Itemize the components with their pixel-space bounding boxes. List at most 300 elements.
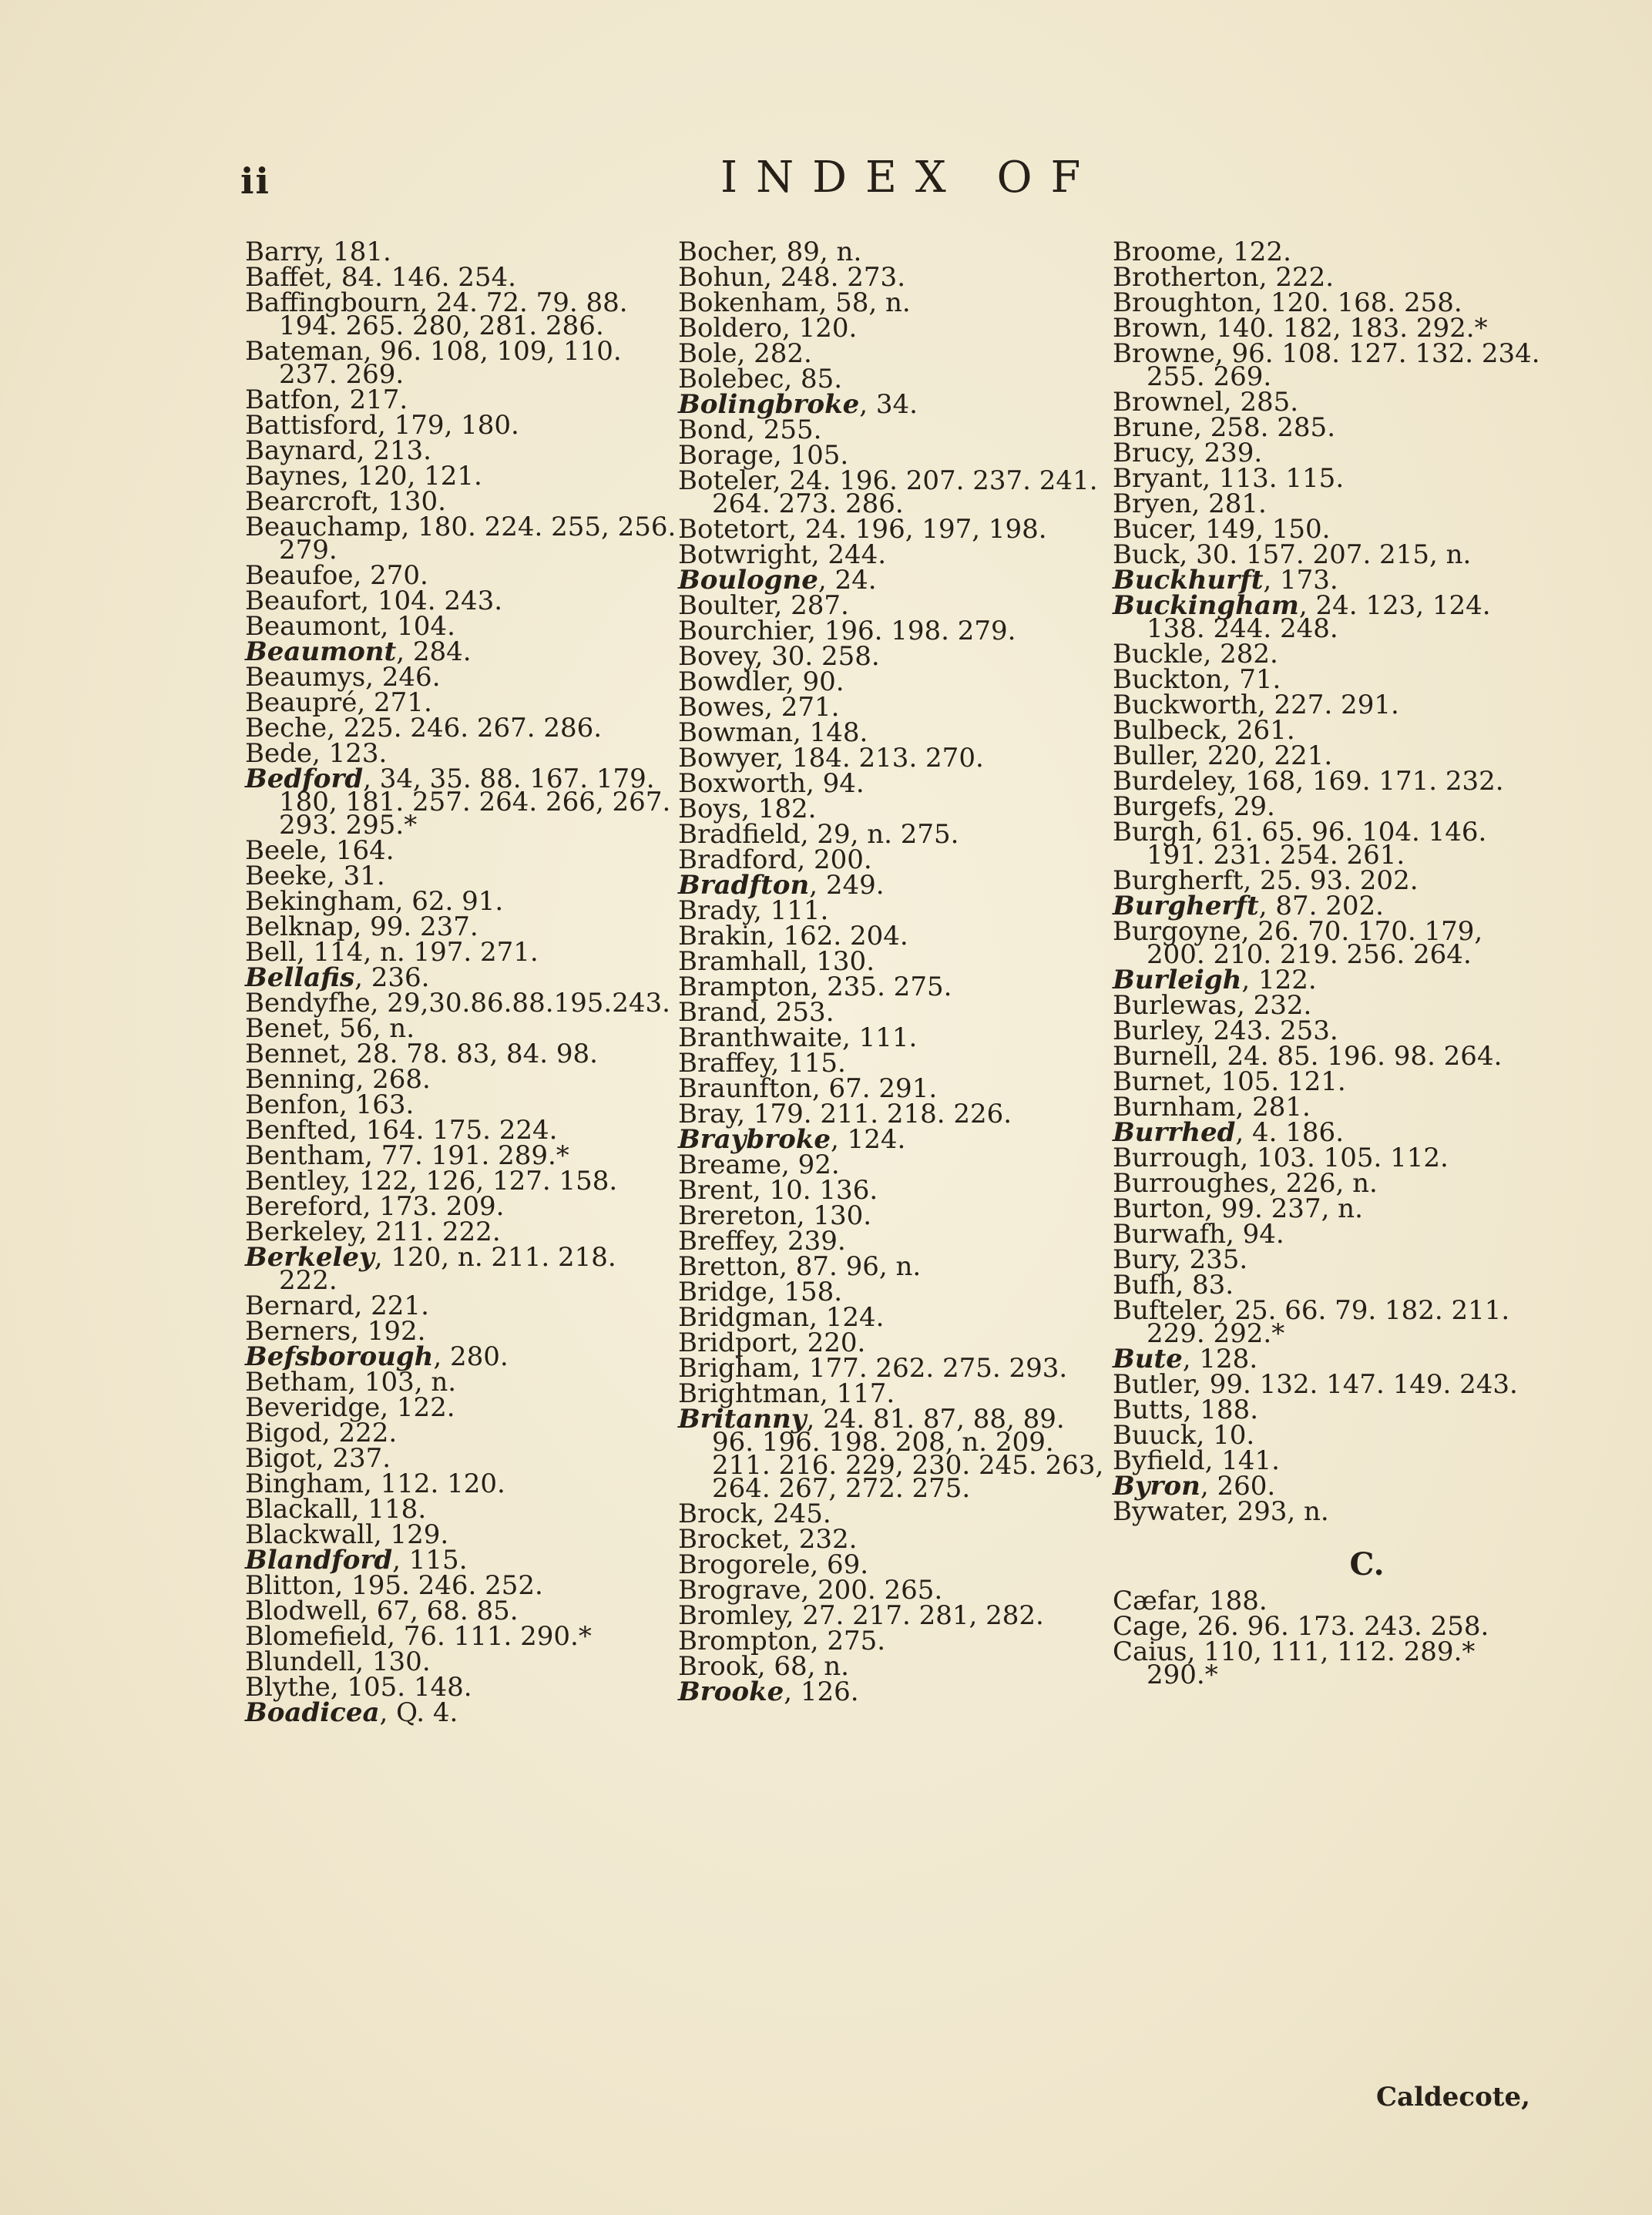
entry-separator: , xyxy=(859,389,876,420)
entry-separator: , xyxy=(810,1626,828,1656)
index-entry xyxy=(678,287,1110,318)
entry-name: Bell xyxy=(245,937,297,968)
entry-page-refs: 99. 237, n. xyxy=(1221,1193,1363,1224)
index-entry xyxy=(245,237,677,267)
entry-page-refs: 24. 123, 124. 138. 244. 248. xyxy=(1147,590,1491,644)
index-entry xyxy=(1113,1420,1544,1451)
entry-page-refs: 260. xyxy=(1217,1471,1276,1502)
entry-page-refs: 164. 175. 224. xyxy=(365,1115,558,1146)
entry-name: Bowes xyxy=(678,692,765,723)
entry-separator: , xyxy=(797,844,814,875)
index-entry xyxy=(678,1626,1110,1656)
entry-page-refs: 282. xyxy=(1220,639,1278,670)
entry-page-refs: 268. xyxy=(372,1064,431,1095)
entry-page-refs: 28. 78. 83, 84. 98. xyxy=(356,1039,598,1069)
entry-name: Boulter xyxy=(678,590,774,621)
entry-name: Byron xyxy=(1113,1471,1200,1502)
entry-page-refs: 76. 111. 290.* xyxy=(403,1621,592,1652)
entry-page-refs: Q. 4. xyxy=(396,1697,458,1728)
entry-page-refs: 249. xyxy=(825,870,885,901)
entry-page-refs: 117. xyxy=(836,1378,895,1409)
entry-name: Beche xyxy=(245,713,327,743)
entry-separator: , xyxy=(362,1191,380,1222)
entry-page-refs: 213. xyxy=(373,435,431,466)
index-entry xyxy=(678,465,1110,519)
entry-name: Bywater xyxy=(1113,1496,1221,1527)
index-entry xyxy=(1113,1041,1544,1072)
entry-page-refs: 67. 291. xyxy=(828,1073,938,1104)
entry-separator: , xyxy=(779,1251,796,1282)
entry-page-refs: 182. xyxy=(757,794,817,824)
entry-page-refs: 61. 65. 96. 104. 146. 191. 231. 254. 261. xyxy=(1147,817,1487,871)
index-entry xyxy=(678,262,1110,293)
entry-page-refs: 192. xyxy=(367,1316,426,1347)
entry-page-refs: 255. xyxy=(763,414,822,445)
entry-page-refs: 177. 262. 275. 293. xyxy=(808,1353,1068,1384)
entry-page-refs: 236. xyxy=(371,962,430,993)
entry-name: Bearcroft xyxy=(245,486,371,517)
entry-separator: , xyxy=(741,794,758,824)
entry-separator: , xyxy=(363,1468,381,1499)
index-entry xyxy=(1113,791,1544,822)
index-entry xyxy=(1113,1117,1544,1148)
entry-page-refs: 24. 196. 207. 237. 241. 264. 273. 286. xyxy=(712,465,1098,519)
entry-page-refs: 105. 121. xyxy=(1221,1066,1346,1097)
entry-page-refs: 227. 291. xyxy=(1274,690,1399,720)
entry-page-refs: 110, 111, 112. 289.* 290.* xyxy=(1147,1636,1476,1690)
entry-separator: , xyxy=(316,237,334,267)
entry-page-refs: 120. xyxy=(798,313,858,344)
entry-page-refs: 261. xyxy=(1236,715,1295,746)
entry-name: Boys xyxy=(678,794,742,824)
entry-page-refs: 243. 253. xyxy=(1213,1015,1338,1046)
entry-name: Baynard xyxy=(245,435,357,466)
index-entry xyxy=(1113,237,1544,267)
entry-name: Bentham xyxy=(245,1140,365,1171)
entry-name: Boadicea xyxy=(245,1697,380,1728)
entry-name: Burgherft xyxy=(1113,891,1259,921)
entry-name: Bowdler xyxy=(678,666,786,697)
entry-separator: , xyxy=(339,1039,357,1069)
entry-name: Brakin xyxy=(678,921,767,951)
entry-page-refs: 123. xyxy=(328,738,388,769)
entry-name: Burley xyxy=(1113,1015,1197,1046)
entry-separator: , xyxy=(1257,690,1274,720)
index-entry xyxy=(245,738,677,769)
index-entry xyxy=(678,1149,1110,1180)
entry-page-refs: 25. 93. 202. xyxy=(1260,865,1419,896)
entry-page-refs: 10. xyxy=(1213,1420,1255,1451)
entry-name: Bedford xyxy=(245,764,364,794)
entry-name: Berkeley xyxy=(245,1242,374,1273)
entry-name: Burleigh xyxy=(1113,965,1242,995)
index-entry xyxy=(678,1575,1110,1606)
index-entry xyxy=(1113,1066,1544,1097)
index-entry xyxy=(1113,664,1544,695)
entry-page-refs: 92. xyxy=(797,1149,840,1180)
entry-page-refs: 188. xyxy=(1200,1394,1258,1425)
entry-name: Burroughes xyxy=(1113,1168,1269,1199)
entry-separator: , xyxy=(358,1217,376,1247)
entry-separator: , xyxy=(754,641,772,672)
entry-name: Blomefield xyxy=(245,1621,388,1652)
entry-separator: , xyxy=(1216,237,1234,267)
index-entry xyxy=(245,1316,677,1347)
entry-page-refs: 24. 81. 87, 88, 89. 96. 196. 198. 208, n. 209. 211. 216. 229, 230. 245. 263, 264. 267, 272. 275. xyxy=(712,1404,1104,1504)
entry-page-refs: 34. xyxy=(875,389,918,420)
index-entry xyxy=(1113,539,1544,570)
entry-separator: , xyxy=(1241,916,1258,947)
index-entry xyxy=(678,389,1110,420)
index-entry xyxy=(1113,1219,1544,1250)
entry-separator: , xyxy=(433,1341,451,1372)
entry-name: Bolebec xyxy=(678,364,784,394)
entry-name: Brogorele xyxy=(678,1549,811,1580)
index-entry xyxy=(245,1672,677,1703)
entry-page-refs: 96. 108, 109, 110. 237. 269. xyxy=(279,336,622,390)
entry-separator: , xyxy=(1203,639,1221,670)
entry-separator: , xyxy=(380,1392,397,1423)
entry-page-refs: 232. xyxy=(798,1524,858,1555)
entry-separator: , xyxy=(781,313,799,344)
entry-separator: , xyxy=(767,1277,784,1307)
index-entry xyxy=(678,1175,1110,1206)
index-entry xyxy=(678,666,1110,697)
entry-separator: , xyxy=(782,1524,799,1555)
entry-name: Boldero xyxy=(678,313,782,344)
entry-name: Brooke xyxy=(678,1676,784,1707)
entry-page-refs: 235. 275. xyxy=(827,972,952,1002)
entry-name: Byfield xyxy=(1113,1445,1205,1476)
index-entry xyxy=(245,1064,677,1095)
index-entry xyxy=(678,743,1110,774)
entry-separator: , xyxy=(1172,1244,1190,1275)
entry-separator: , xyxy=(759,997,776,1028)
entry-name: Burrhed xyxy=(1113,1117,1236,1148)
entry-page-refs: 130. xyxy=(816,946,875,977)
index-entry xyxy=(1113,639,1544,670)
entry-name: Braybroke xyxy=(678,1124,831,1155)
index-entry xyxy=(245,1468,677,1499)
entry-page-refs: 122. xyxy=(1257,965,1317,995)
entry-name: Blackwall xyxy=(245,1519,374,1550)
entry-name: Broome xyxy=(1113,237,1217,267)
entry-name: Bocher xyxy=(678,237,771,267)
index-entry xyxy=(1113,1193,1544,1224)
entry-page-refs: 130. xyxy=(813,1200,872,1231)
entry-name: Beaumont xyxy=(245,611,381,642)
entry-separator: , xyxy=(1269,1168,1286,1199)
index-entry xyxy=(245,1115,677,1146)
index-entry xyxy=(245,1646,677,1677)
entry-page-refs: 29, n. 275. xyxy=(817,819,959,850)
entry-separator: , xyxy=(324,262,341,293)
entry-separator: , xyxy=(419,287,436,318)
entry-name: Braunfton xyxy=(678,1073,812,1104)
index-entry xyxy=(245,1039,677,1069)
entry-page-refs: 248. 273. xyxy=(780,262,905,293)
index-entry xyxy=(1113,740,1544,771)
index-entry xyxy=(245,1166,677,1196)
entry-name: Boteler xyxy=(678,465,773,496)
entry-separator: , xyxy=(1188,514,1206,545)
entry-page-refs: 94. xyxy=(822,768,865,799)
entry-page-refs: 284. xyxy=(412,636,472,667)
entry-name: Boulogne xyxy=(678,565,818,596)
entry-page-refs: 246. xyxy=(381,662,441,693)
entry-separator: , xyxy=(1241,965,1258,995)
entry-name: Berkeley xyxy=(245,1217,359,1247)
entry-name: Buuck xyxy=(1113,1420,1197,1451)
entry-separator: , xyxy=(365,662,382,693)
entry-page-refs: 58, n. xyxy=(835,287,911,318)
index-entry xyxy=(245,262,677,293)
entry-page-refs: 29,30.86.88.195.243. xyxy=(387,988,670,1019)
index-entry xyxy=(1113,1295,1544,1349)
entry-separator: , xyxy=(351,1316,368,1347)
entry-name: Cage xyxy=(1113,1611,1181,1642)
index-entry xyxy=(1113,766,1544,797)
entry-page-refs: 217. xyxy=(349,384,408,415)
entry-page-refs: 30. 157. 207. 215, n. xyxy=(1196,539,1472,570)
entry-separator: , xyxy=(806,1404,824,1435)
entry-page-refs: 111. xyxy=(858,1022,918,1053)
entry-separator: , xyxy=(818,287,836,318)
index-entry xyxy=(1113,1244,1544,1275)
index-entry xyxy=(678,313,1110,344)
entry-separator: , xyxy=(771,1048,788,1079)
entry-page-refs: 245. xyxy=(772,1498,831,1529)
entry-name: Batfon xyxy=(245,384,333,415)
entry-separator: , xyxy=(1222,664,1240,695)
entry-name: Belknap xyxy=(245,911,354,942)
entry-separator: , xyxy=(1191,488,1209,519)
entry-page-refs: 222. xyxy=(1275,262,1335,293)
entry-separator: , xyxy=(770,237,787,267)
entry-page-refs: 26. 96. 173. 243. 258. xyxy=(1197,1611,1489,1642)
entry-name: Betham xyxy=(245,1367,348,1398)
entry-name: Burnet xyxy=(1113,1066,1204,1097)
entry-separator: , xyxy=(752,1175,770,1206)
entry-name: Bigod xyxy=(245,1418,322,1448)
index-entry xyxy=(678,414,1110,445)
index-entry xyxy=(245,636,677,667)
entry-separator: , xyxy=(1226,1219,1243,1250)
index-entry xyxy=(1113,313,1544,344)
entry-separator: , xyxy=(1175,1270,1192,1300)
index-entry xyxy=(678,514,1110,545)
entry-page-refs: 96. 108. 127. 132. 234. 255. 269. xyxy=(1147,338,1540,392)
entry-name: Brocket xyxy=(678,1524,783,1555)
entry-separator: , xyxy=(791,1327,808,1358)
entry-page-refs: 94. xyxy=(1242,1219,1284,1250)
entry-page-refs: 71. xyxy=(1239,664,1281,695)
entry-name: Bridgman xyxy=(678,1302,810,1333)
index-entry xyxy=(678,1048,1110,1079)
entry-separator: , xyxy=(1179,539,1197,570)
running-head: INDEX OF xyxy=(720,153,1100,203)
entry-page-refs: 27. 217. 281, 282. xyxy=(802,1600,1044,1631)
entry-name: Beeke xyxy=(245,861,327,891)
entry-separator: , xyxy=(737,338,754,369)
entry-separator: , xyxy=(1202,463,1219,494)
entry-page-refs: 285. xyxy=(1240,387,1299,418)
entry-page-refs: 200. xyxy=(813,844,872,875)
index-entry xyxy=(1113,338,1544,392)
entry-separator: , xyxy=(1298,590,1316,621)
entry-name: Brampton xyxy=(678,972,811,1002)
index-column-2 xyxy=(678,237,1110,1707)
entry-name: Brigham xyxy=(678,1353,793,1384)
entry-separator: , xyxy=(387,1621,404,1652)
index-entry xyxy=(1113,990,1544,1021)
index-entry xyxy=(245,1418,677,1448)
entry-separator: , xyxy=(354,962,371,993)
index-entry xyxy=(1113,514,1544,545)
entry-name: Battisford xyxy=(245,410,378,441)
index-entry xyxy=(245,1217,677,1247)
index-entry xyxy=(678,1404,1110,1504)
entry-separator: , xyxy=(380,611,398,642)
entry-separator: , xyxy=(332,384,350,415)
entry-page-refs: 164. xyxy=(335,835,395,866)
index-entry xyxy=(245,435,677,466)
index-entry xyxy=(678,1302,1110,1333)
entry-separator: , xyxy=(800,819,818,850)
entry-page-refs: 220. xyxy=(807,1327,866,1358)
index-entry xyxy=(1113,865,1544,896)
entry-page-refs: 148. xyxy=(809,717,868,748)
entry-name: Benet xyxy=(245,1013,323,1044)
entry-separator: , xyxy=(330,1672,348,1703)
entry-separator: , xyxy=(772,465,790,496)
entry-separator: , xyxy=(1258,262,1276,293)
entry-separator: , xyxy=(771,1226,787,1257)
entry-name: Brograve xyxy=(678,1575,801,1606)
entry-separator: , xyxy=(819,1378,837,1409)
entry-separator: , xyxy=(1254,287,1271,318)
index-entry xyxy=(678,1524,1110,1555)
entry-page-refs: 105. xyxy=(790,440,849,471)
entry-page-refs: 270. xyxy=(370,560,428,591)
index-entry xyxy=(245,911,677,942)
entry-page-refs: 221. xyxy=(371,1290,429,1321)
entry-name: Bufteler xyxy=(1113,1295,1218,1326)
index-entry xyxy=(1113,1586,1544,1616)
entry-name: Brand xyxy=(678,997,760,1028)
entry-page-refs: 275. xyxy=(827,1626,886,1656)
index-entry xyxy=(245,1697,677,1728)
entry-page-refs: 281. xyxy=(1208,488,1267,519)
index-entry xyxy=(1113,287,1544,318)
index-entry xyxy=(678,1600,1110,1631)
entry-name: Bridport xyxy=(678,1327,791,1358)
entry-page-refs: 149, 150. xyxy=(1205,514,1331,545)
entry-name: Butler xyxy=(1113,1369,1194,1400)
entry-page-refs: 24. 72. 79. 88. 194. 265. 280, 281. 286. xyxy=(279,287,628,341)
entry-separator: , xyxy=(1240,1143,1257,1173)
entry-page-refs: 89, n. xyxy=(786,237,862,267)
index-entry xyxy=(678,895,1110,926)
entry-page-refs: 220, 221. xyxy=(1207,740,1333,771)
entry-separator: , xyxy=(312,738,329,769)
index-entry xyxy=(1113,1445,1544,1476)
entry-separator: , xyxy=(326,861,344,891)
index-entry xyxy=(1113,1270,1544,1300)
entry-separator: , xyxy=(342,1166,359,1196)
index-entry xyxy=(678,997,1110,1028)
entry-separator: , xyxy=(1204,1066,1221,1097)
index-entry xyxy=(245,611,677,642)
index-entry xyxy=(1113,817,1544,871)
index-entry xyxy=(1113,916,1544,970)
entry-name: Benfon xyxy=(245,1089,339,1120)
index-entry xyxy=(678,1277,1110,1307)
entry-separator: , xyxy=(334,1570,352,1601)
entry-name: Burrough xyxy=(1113,1143,1241,1173)
entry-separator: , xyxy=(1214,338,1232,369)
entry-name: Boxworth xyxy=(678,768,807,799)
index-entry xyxy=(245,1013,677,1044)
index-entry xyxy=(1113,463,1544,494)
entry-separator: , xyxy=(1187,438,1204,468)
entry-page-refs: 105. 148. xyxy=(347,1672,472,1703)
entry-separator: , xyxy=(349,1115,366,1146)
entry-separator: , xyxy=(792,717,810,748)
entry-name: Bellafis xyxy=(245,962,355,993)
index-entry xyxy=(678,844,1110,875)
entry-page-refs: 188. xyxy=(1208,1586,1268,1616)
entry-name: Bovey xyxy=(678,641,755,672)
entry-page-refs: 196. 198. 279. xyxy=(824,616,1016,646)
index-entry xyxy=(1113,1611,1544,1642)
entry-separator: , xyxy=(842,1022,859,1053)
entry-page-refs: 103. 105. 112. xyxy=(1257,1143,1449,1173)
entry-separator: , xyxy=(327,713,344,743)
entry-page-refs: 126. xyxy=(800,1676,859,1707)
entry-page-refs: 111. xyxy=(770,895,829,926)
entry-name: Brent xyxy=(678,1175,753,1206)
entry-name: Buller xyxy=(1113,740,1191,771)
entry-name: Bond xyxy=(678,414,747,445)
entry-name: Brotherton xyxy=(1113,262,1259,293)
entry-name: Bradfield xyxy=(678,819,801,850)
entry-separator: , xyxy=(354,1290,371,1321)
index-entry xyxy=(245,1140,677,1171)
entry-name: Blodwell xyxy=(245,1596,361,1626)
entry-page-refs: 120. 168. 258. xyxy=(1270,287,1462,318)
entry-name: Bennet xyxy=(245,1039,340,1069)
entry-name: Blitton xyxy=(245,1570,335,1601)
index-entry xyxy=(245,1596,677,1626)
entry-separator: , xyxy=(355,1646,372,1677)
entry-page-refs: 115. xyxy=(787,1048,846,1079)
entry-name: Bromley xyxy=(678,1600,786,1631)
entry-separator: , xyxy=(831,1124,848,1155)
entry-separator: , xyxy=(353,560,371,591)
entry-name: Buckingham xyxy=(1113,590,1299,621)
entry-page-refs: 120, 121. xyxy=(357,461,482,492)
index-entry xyxy=(678,1226,1110,1257)
entry-name: Berners xyxy=(245,1316,351,1347)
entry-name: Blackall xyxy=(245,1494,351,1525)
entry-name: Brook xyxy=(678,1651,757,1682)
entry-page-refs: 87. 202. xyxy=(1275,891,1384,921)
page-number: ii xyxy=(240,160,270,202)
entry-separator: , xyxy=(796,1200,814,1231)
entry-name: Broughton xyxy=(1113,287,1254,318)
entry-separator: , xyxy=(351,1494,368,1525)
